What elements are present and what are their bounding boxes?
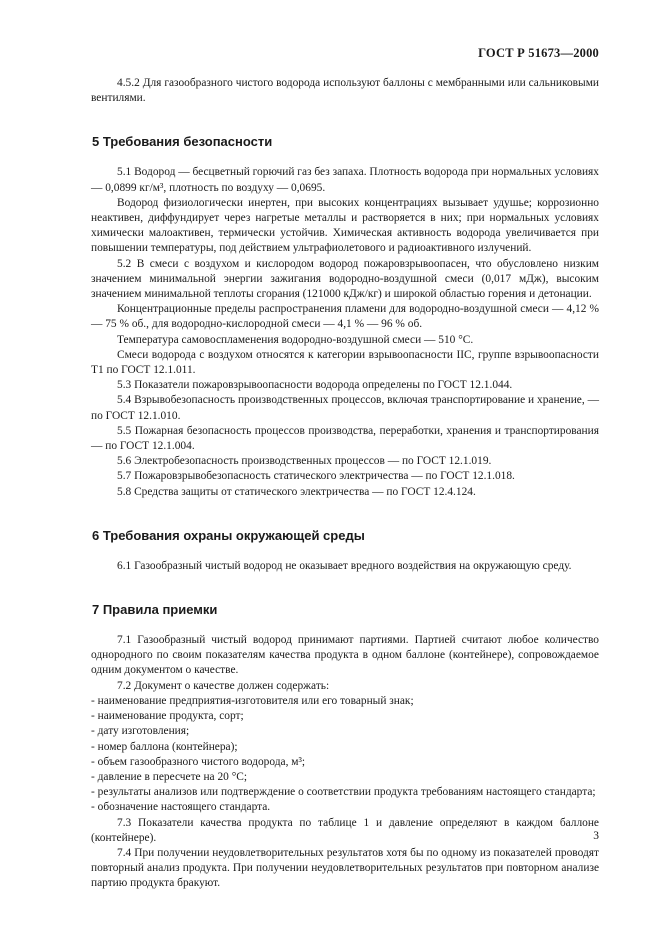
paragraph: 5.1 Водород — бесцветный горючий газ без запаха. Плотность водорода при нормальных условиях — 0,0899 кг/м³, плотность по воздуху — 0,0695. (91, 166, 599, 194)
paragraph: 5.8 Средства защиты от статического электричества — по ГОСТ 12.4.124. (117, 485, 476, 498)
list-item: - номер баллона (контейнера); (91, 740, 238, 753)
paragraph: Температура самовоспламенения водородно-воздушной смеси — 510 °С. (117, 333, 474, 346)
section-5-title: 5 Требования безопасности (92, 134, 273, 150)
paragraph-7-4: 7.4 При получении неудовлетворительных результатов хотя бы по одному из показателей проводят повторный анализ продукта. При получении неудовлетворительных результатов при повторном анализе партию продукта бракуют. (91, 846, 599, 890)
list-item: - наименование продукта, сорт; (91, 710, 244, 723)
paragraph: 5.6 Электробезопасность производственных процессов — по ГОСТ 12.1.019. (117, 455, 492, 468)
paragraph: 5.4 Взрывобезопасность производственных процессов, включая транспортирование и хранение, — по ГОСТ 12.1.010. (91, 394, 599, 422)
paragraph: 6.1 Газообразный чистый водород не оказывает вредного воздействия на окружающую среду. (117, 559, 572, 572)
paragraph: 5.2 В смеси с воздухом и кислородом водород пожаровзрывоопасен, что обусловлено низким значением минимальной энергии зажигания водородно-воздушной смеси (0,017 мДж), высоким значением минимальной теплоты сгорания (121000 кДж/кг) и широкой областью горения и детонации. (91, 257, 599, 301)
paragraph-7-2: 7.2 Документ о качестве должен содержать: (117, 679, 330, 692)
list-item: - дату изготовления; (91, 725, 190, 738)
section-6-title: 6 Требования охраны окружающей среды (92, 527, 365, 543)
paragraph-7-3: 7.3 Показатели качества продукта по таблице 1 и давление определяют в каждом баллоне (контейнере). (91, 816, 599, 844)
paragraph: 5.7 Пожаровзрывобезопасность статического электричества — по ГОСТ 12.1.018. (117, 470, 515, 483)
list-item: - обозначение настоящего стандарта. (91, 801, 271, 814)
paragraph: 5.5 Пожарная безопасность процессов производства, переработки, хранения и транспортирования — по ГОСТ 12.1.004. (91, 424, 599, 453)
list-item: - наименование предприятия-изготовителя или его товарный знак; (91, 694, 414, 707)
page-number: 3 (593, 830, 599, 842)
document-body (91, 76, 599, 892)
paragraph: Смеси водорода с воздухом относятся к категории взрывоопасности IIС, группе взрывоопасности Т1 по ГОСТ 12.1.011. (91, 348, 599, 377)
document-header: ГОСТ Р 51673—2000 (478, 46, 599, 60)
paragraph: 5.3 Показатели пожаровзрывоопасности водорода определены по ГОСТ 12.1.044. (117, 379, 513, 392)
paragraph: Концентрационные пределы распространения пламени для водородно-воздушной смеси — 4,12 % — 75 % об., для водородно-кислородной смеси — 4,1 % — 96 % об. (91, 303, 599, 331)
paragraph-4-5-2: 4.5.2 Для газообразного чистого водорода используют баллоны с мембранными или сальниковыми вентилями. (91, 77, 599, 105)
section-7-title: 7 Правила приемки (92, 602, 218, 618)
paragraph: Водород физиологически инертен, при высоких концентрациях вызывает удушье; коррозионно неактивен, диффундирует через нагретые металлы и растворяется в них; при нормальных условиях химически малоактивен, термически устойчив. Химическая активность водорода увеличивается при повышении температуры, под действием ультрафиолетового и радиоактивного излучений. (91, 196, 599, 255)
list-item: - результаты анализов или подтверждение о соответствии продукта требованиям настоящего стандарта; (91, 786, 596, 799)
list-item: - давление в пересчете на 20 °С; (91, 770, 248, 783)
paragraph-7-1: 7.1 Газообразный чистый водород принимают партиями. Партией считают любое количество однородного по своим показателям качества продукта в одном баллоне (контейнере), сопровождаемое одним документом о качестве. (91, 634, 599, 677)
list-item: - объем газообразного чистого водорода, м³; (91, 755, 306, 768)
